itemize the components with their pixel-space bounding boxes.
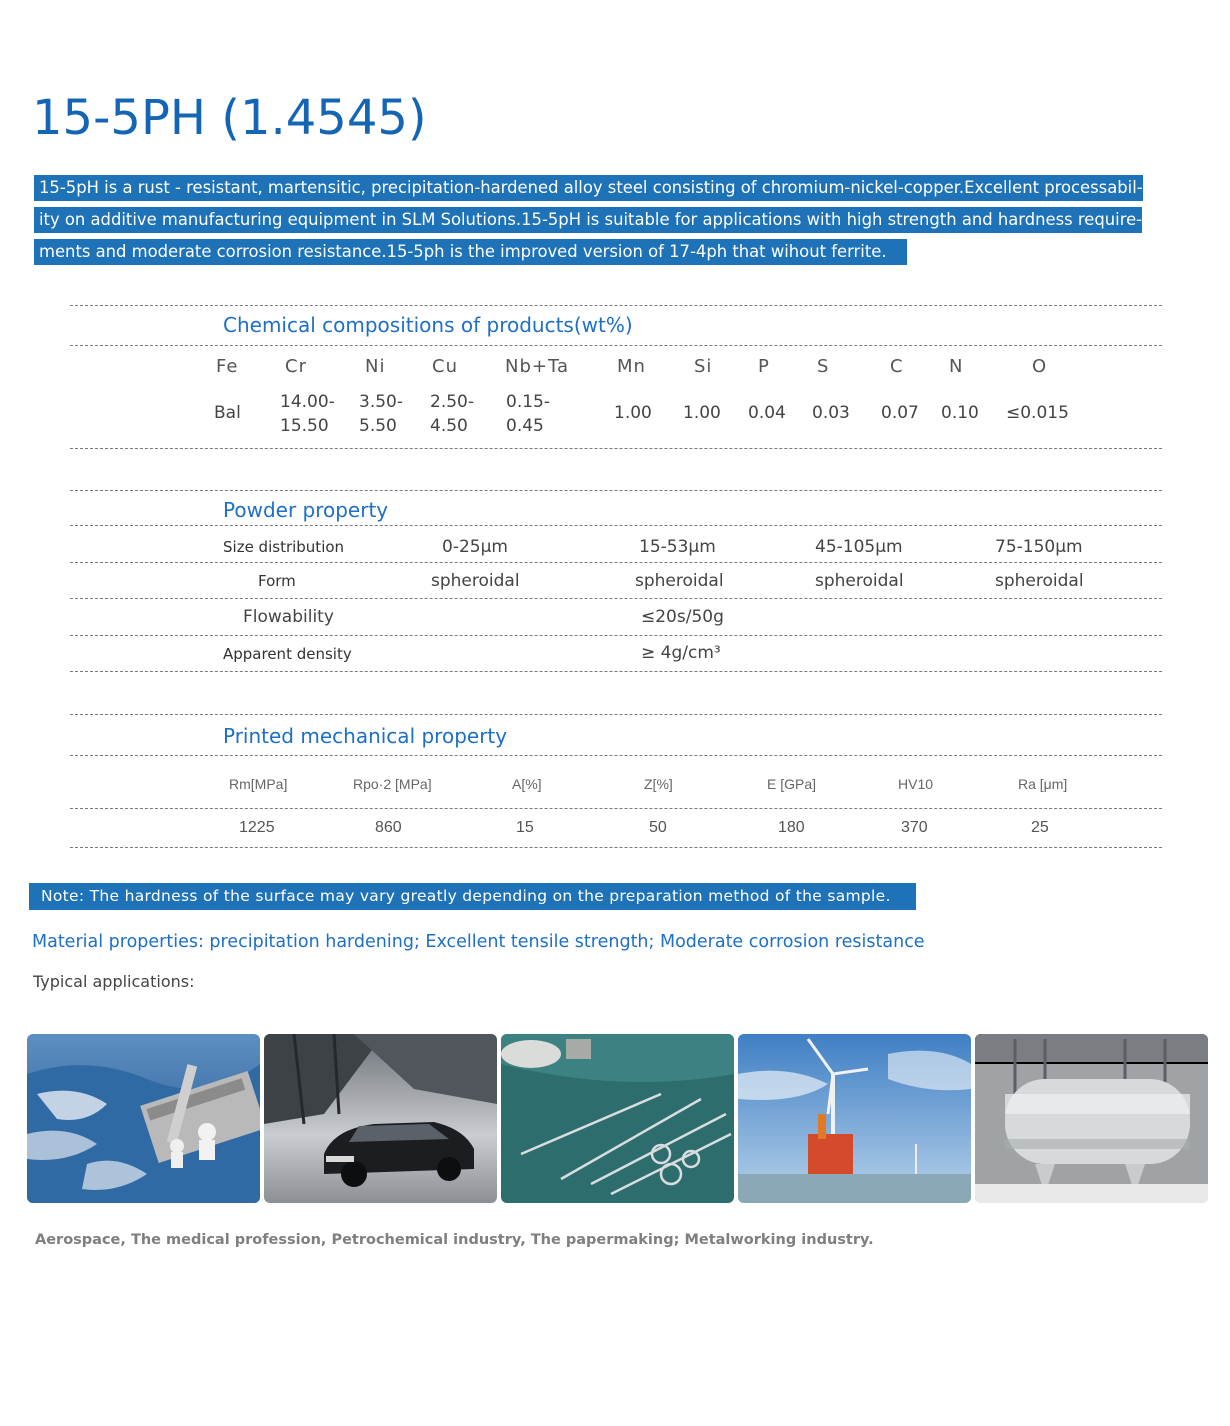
size-value: 15-53μm	[639, 537, 716, 557]
mechanical-header: Ra [μm]	[1018, 776, 1068, 792]
element-header: Ni	[365, 356, 386, 377]
form-value: spheroidal	[815, 571, 904, 591]
apparent-density-label: Apparent density	[223, 645, 352, 663]
size-value: 75-150μm	[995, 537, 1083, 557]
element-header: Si	[694, 356, 713, 377]
element-header: Cr	[285, 356, 307, 377]
applications-caption: Aerospace, The medical profession, Petrochemical industry, The papermaking; Metalworking industry.	[35, 1232, 874, 1248]
page-title: 15-5PH (1.4545)	[32, 90, 427, 146]
element-value: 0.03	[812, 403, 850, 423]
divider	[70, 847, 1162, 848]
element-value: Bal	[214, 403, 241, 423]
mechanical-value: 860	[375, 819, 402, 836]
chemical-section-title: Chemical compositions of products(wt%)	[223, 313, 633, 337]
car-photo	[264, 1034, 497, 1203]
element-value: 3.50- 5.50	[359, 392, 403, 436]
element-header: N	[949, 356, 964, 377]
element-value: 0.04	[748, 403, 786, 423]
element-header: Nb+Ta	[505, 356, 570, 377]
element-value: 1.00	[614, 403, 652, 423]
divider	[70, 598, 1162, 599]
element-header: Fe	[216, 356, 239, 377]
divider	[70, 305, 1162, 306]
mechanical-value: 50	[649, 819, 667, 836]
form-value: spheroidal	[995, 571, 1084, 591]
intro-line-2: ity on additive manufacturing equipment in SLM Solutions.15-5pH is suitable for applications with high strength and hardness require-	[34, 207, 1142, 233]
element-value: 0.15- 0.45	[506, 392, 550, 436]
powder-section-title: Powder property	[223, 498, 389, 522]
element-header: Mn	[617, 356, 646, 377]
divider	[70, 490, 1162, 491]
flowability-value: ≤20s/50g	[641, 607, 724, 627]
divider	[70, 755, 1162, 756]
element-header: S	[817, 356, 830, 377]
mechanical-value: 370	[901, 819, 928, 836]
element-header: P	[758, 356, 770, 377]
intro-line-3: ments and moderate corrosion resistance.15-5ph is the improved version of 17-4ph that wihout ferrite.	[34, 239, 907, 265]
mechanical-header: E [GPa]	[767, 776, 817, 792]
size-value: 45-105μm	[815, 537, 903, 557]
mechanical-header: Rpo·2 [MPa]	[353, 776, 432, 792]
flowability-label: Flowability	[243, 607, 334, 627]
surgical-instruments-photo	[501, 1034, 734, 1203]
element-value: ≤0.015	[1006, 403, 1069, 423]
material-properties: Material properties: precipitation hardening; Excellent tensile strength; Moderate corrosion resistance	[32, 932, 925, 952]
divider	[70, 808, 1162, 809]
element-header: O	[1032, 356, 1048, 377]
form-label: Form	[258, 572, 296, 590]
size-value: 0-25μm	[442, 537, 508, 557]
divider	[70, 448, 1162, 449]
divider	[70, 714, 1162, 715]
mechanical-header: Rm[MPa]	[229, 776, 288, 792]
divider	[70, 635, 1162, 636]
mechanical-header: HV10	[898, 776, 934, 792]
mechanical-header: A[%]	[512, 776, 542, 792]
element-header: Cu	[432, 356, 458, 377]
element-value: 0.07	[881, 403, 919, 423]
apparent-density-value: ≥ 4g/cm³	[641, 643, 721, 663]
divider	[70, 562, 1162, 563]
steel-tank-photo	[975, 1034, 1208, 1203]
size-distribution-label: Size distribution	[223, 538, 345, 556]
hardness-note: Note: The hardness of the surface may vary greatly depending on the preparation method of the sample.	[29, 883, 916, 910]
form-value: spheroidal	[431, 571, 520, 591]
mechanical-value: 15	[516, 819, 534, 836]
mechanical-header: Z[%]	[644, 776, 673, 792]
divider	[70, 525, 1162, 526]
mechanical-value: 1225	[239, 819, 275, 836]
offshore-wind-photo	[738, 1034, 971, 1203]
divider	[70, 345, 1162, 346]
element-value: 0.10	[941, 403, 979, 423]
mechanical-value: 180	[778, 819, 805, 836]
mechanical-section-title: Printed mechanical property	[223, 724, 508, 748]
element-value: 1.00	[683, 403, 721, 423]
element-header: C	[890, 356, 904, 377]
mechanical-value: 25	[1031, 819, 1049, 836]
divider	[70, 671, 1162, 672]
typical-applications-label: Typical applications:	[33, 972, 195, 991]
form-value: spheroidal	[635, 571, 724, 591]
element-value: 2.50- 4.50	[430, 392, 474, 436]
element-value: 14.00- 15.50	[280, 392, 335, 436]
space-station-photo	[27, 1034, 260, 1203]
intro-line-1: 15-5pH is a rust - resistant, martensitic, precipitation-hardened alloy steel consisting of chromium-nickel-copper.Excellent processabil-	[34, 175, 1143, 201]
